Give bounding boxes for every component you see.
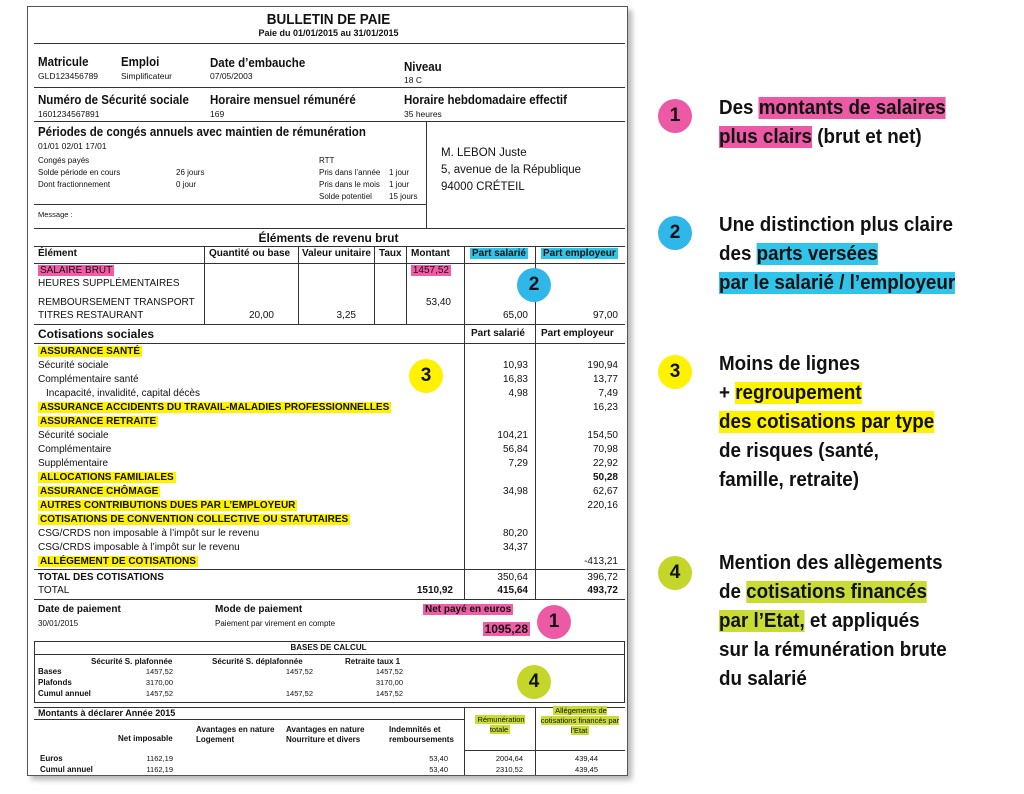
badge-2: 2 <box>517 268 551 302</box>
cotisation-part-salarie: 34,37 <box>502 542 528 553</box>
horaire-hebdo-value: 35 heures <box>404 109 442 119</box>
montants-h-alleg: Allégements de cotisations financés par l’Etat <box>540 706 620 735</box>
cotisation-label: ASSURANCE CHÔMAGE <box>40 486 159 497</box>
cotisation-part-salarie: 34,98 <box>502 486 528 497</box>
montants-title: Montants à déclarer Année 2015 <box>38 708 176 718</box>
cotisation-part-employeur: 22,92 <box>592 458 618 469</box>
cotisation-label: CSG/CRDS imposable à l’impôt sur le revenu <box>38 542 240 553</box>
message-label: Message : <box>38 210 73 219</box>
total-sal: 415,64 <box>497 585 528 596</box>
cotisation-part-employeur: 16,23 <box>592 402 618 413</box>
fractionnement-value: 0 jour <box>176 180 197 189</box>
montants-h-av-log: Avantages en nature Logement <box>196 725 275 744</box>
horaire-mensuel-value: 169 <box>210 109 225 119</box>
col-montant: Montant <box>411 248 450 259</box>
cotisation-part-salarie: 10,93 <box>502 360 528 371</box>
bases-row-label: Plafonds <box>38 678 72 687</box>
montants-row-label: Euros <box>40 754 63 763</box>
embauche-label: Date d’embauche <box>210 56 306 70</box>
cotisation-label: ASSURANCE RETRAITE <box>40 416 157 427</box>
net-paye-value: 1095,28 <box>484 622 528 636</box>
col-quantite: Quantité ou base <box>209 248 291 259</box>
montants-h-remu: Rémunération totale <box>477 715 525 734</box>
fractionnement-label: Dont fractionnement <box>38 180 111 189</box>
row-titres-label: TITRES RESTAURANT <box>38 310 144 321</box>
cotisation-part-salarie: 4,98 <box>508 388 528 399</box>
montants-h-net: Net imposable <box>118 734 173 743</box>
col-part-salarie: Part salarié <box>472 248 526 259</box>
employee-name: M. LEBON Juste <box>441 147 527 159</box>
cotisation-part-salarie: 104,21 <box>497 430 528 441</box>
total-cotisations-sal: 350,64 <box>497 572 528 583</box>
row-transport-amount: 53,40 <box>425 297 451 308</box>
bases-retraite-value: 1457,52 <box>375 689 403 698</box>
conges-dates: 01/01 02/01 17/01 <box>38 141 107 151</box>
mode-paiement-value: Paiement par virement en compte <box>215 619 336 628</box>
niveau-value: 18 C <box>404 75 422 85</box>
montants-net-value: 1162,19 <box>146 754 173 763</box>
bases-deplafonnee-value: 1457,52 <box>285 667 313 676</box>
cotisation-label: Sécurité sociale <box>38 430 109 441</box>
note-4: Mention des allègements de cotisations financés par l’Etat, et appliqués sur la rémunération brute du salarié <box>719 552 947 690</box>
cotisation-part-salarie: 16,83 <box>502 374 528 385</box>
montants-indem-value: 53,40 <box>429 754 448 763</box>
cotisation-label: ALLOCATIONS FAMILIALES <box>40 472 174 483</box>
conges-payes-label: Congés payés <box>38 156 90 165</box>
bases-col3: Retraite taux 1 <box>345 657 401 666</box>
horaire-mensuel-label: Horaire mensuel rémunéré <box>210 93 356 107</box>
note-badge-1: 1 <box>658 99 692 133</box>
cotisation-label: Incapacité, invalidité, capital décès <box>46 388 200 399</box>
conges-title: Périodes de congés annuels avec maintien de rémunération <box>38 125 366 139</box>
row-titres-emp: 97,00 <box>592 310 618 321</box>
cotisation-label: COTISATIONS DE CONVENTION COLLECTIVE OU STATUTAIRES <box>40 514 349 525</box>
date-paiement-label: Date de paiement <box>38 604 121 615</box>
emploi-value: Simplificateur <box>121 71 173 81</box>
badge-4: 4 <box>517 665 551 699</box>
total-label: TOTAL <box>38 585 70 596</box>
badge-1: 1 <box>537 605 571 639</box>
niveau-label: Niveau <box>404 60 442 74</box>
bases-title: BASES DE CALCUL <box>290 643 367 652</box>
secu-label: Numéro de Sécurité sociale <box>38 93 189 107</box>
cotisation-part-employeur: 154,50 <box>587 430 618 441</box>
matricule-value: GLD123456789 <box>38 71 99 81</box>
elements-title: Éléments de revenu brut <box>258 231 399 245</box>
note-badge-2: 2 <box>658 216 692 250</box>
address-city: 94000 CRÉTEIL <box>441 181 525 193</box>
mode-paiement-label: Mode de paiement <box>215 604 303 615</box>
bases-col2: Sécurité S. déplafonnée <box>212 657 303 666</box>
cotisation-part-salarie: 80,20 <box>502 528 528 539</box>
bases-plafonnee-value: 1457,52 <box>145 689 173 698</box>
note-badge-4: 4 <box>658 556 692 590</box>
note-3: Moins de lignes + regroupement des cotisations par type de risques (santé, famille, retraite) <box>719 353 935 491</box>
cotisation-part-employeur: 70,98 <box>592 444 618 455</box>
bases-row-label: Bases <box>38 667 62 676</box>
cotisation-part-salarie: 7,29 <box>508 458 528 469</box>
cotisation-part-salarie: 56,84 <box>502 444 528 455</box>
row-heures-supp-label: HEURES SUPPLÉMENTAIRES <box>38 278 180 289</box>
montants-alleg-value: 439,45 <box>575 765 598 774</box>
cotisation-part-employeur: 62,67 <box>592 486 618 497</box>
rtt-mois-label: Pris dans le mois <box>319 180 380 189</box>
rtt-solde-label: Solde potentiel <box>319 192 372 201</box>
rtt-annee-label: Pris dans l’année <box>319 168 381 177</box>
horaire-hebdo-label: Horaire hebdomadaire effectif <box>404 93 567 107</box>
bases-row-label: Cumul annuel <box>38 689 91 698</box>
cotisation-label: AUTRES CONTRIBUTIONS DUES PAR L’EMPLOYEUR <box>40 500 296 511</box>
cotisation-part-employeur: 50,28 <box>592 472 618 483</box>
note-2: Une distinction plus claire des parts versées par le salarié / l’employeur <box>719 214 956 294</box>
solde-value: 26 jours <box>176 168 205 177</box>
solde-label: Solde période en cours <box>38 168 121 177</box>
matricule-label: Matricule <box>38 55 89 69</box>
row-salaire-brut-label: SALAIRE BRUT <box>40 265 113 276</box>
montants-indem-value: 53,40 <box>429 765 448 774</box>
col-valeur-unitaire: Valeur unitaire <box>302 248 371 259</box>
cotisation-part-employeur: 220,16 <box>587 500 618 511</box>
emploi-label: Emploi <box>121 55 160 69</box>
montants-alleg-value: 439,44 <box>575 754 598 763</box>
row-titres-qty: 20,00 <box>248 310 274 321</box>
net-paye-label: Net payé en euros <box>425 604 512 615</box>
cotisation-label: Supplémentaire <box>38 458 109 469</box>
montants-remu-value: 2310,52 <box>495 765 523 774</box>
bases-col1: Sécurité S. plafonnée <box>91 657 173 666</box>
payslip-title: BULLETIN DE PAIE <box>266 11 391 28</box>
rtt-label: RTT <box>319 156 335 165</box>
rtt-mois-value: 1 jour <box>389 180 410 189</box>
cotisation-label: ALLÉGEMENT DE COTISATIONS <box>40 556 196 567</box>
cotisation-label: Sécurité sociale <box>38 360 109 371</box>
montants-net-value: 1162,19 <box>146 765 173 774</box>
note-badge-3: 3 <box>658 355 692 389</box>
rtt-solde-value: 15 jours <box>389 192 418 201</box>
date-paiement-value: 30/01/2015 <box>38 619 79 628</box>
cotisation-label: Complémentaire <box>38 444 112 455</box>
secu-value: 1601234567891 <box>38 109 100 119</box>
cotisation-label: Complémentaire santé <box>38 374 139 385</box>
col-part-employeur: Part employeur <box>543 248 616 259</box>
bases-retraite-value: 1457,52 <box>375 667 403 676</box>
montants-h-av-nour: Avantages en nature Nourriture et divers <box>286 725 365 744</box>
cotisations-title: Cotisations sociales <box>38 327 155 341</box>
cotisation-label: ASSURANCE ACCIDENTS DU TRAVAIL-MALADIES PROFESSIONNELLES <box>40 402 390 413</box>
cotis-col-part-employeur: Part employeur <box>541 328 614 339</box>
total-emp: 493,72 <box>587 585 618 596</box>
bases-retraite-value: 3170,00 <box>375 678 403 687</box>
cotisation-label: ASSURANCE SANTÉ <box>40 346 141 357</box>
bases-plafonnee-value: 1457,52 <box>145 667 173 676</box>
bases-plafonnee-value: 3170,00 <box>145 678 173 687</box>
total-cotisations-label: TOTAL DES COTISATIONS <box>38 572 164 583</box>
total-cotisations-emp: 396,72 <box>587 572 618 583</box>
cotisation-part-employeur: 190,94 <box>587 360 618 371</box>
montants-h-indem: Indemnités et remboursements <box>389 725 454 744</box>
payslip-document <box>27 6 628 776</box>
payslip-period: Paie du 01/01/2015 au 31/01/2015 <box>258 28 399 38</box>
montants-remu-value: 2004,64 <box>495 754 523 763</box>
address-street: 5, avenue de la République <box>441 164 582 176</box>
cotisation-part-employeur: 13,77 <box>592 374 618 385</box>
cotis-col-part-salarie: Part salarié <box>471 328 525 339</box>
bases-deplafonnee-value: 1457,52 <box>285 689 313 698</box>
total-amount: 1510,92 <box>416 585 453 596</box>
montants-row-label: Cumul annuel <box>40 765 93 774</box>
cotisation-part-employeur: -413,21 <box>584 556 618 567</box>
cotisation-part-employeur: 7,49 <box>598 388 618 399</box>
note-1: Des montants de salaires plus clairs (brut et net) <box>719 97 946 148</box>
col-taux: Taux <box>379 248 402 259</box>
col-element: Élément <box>38 248 77 259</box>
cotisation-label: CSG/CRDS non imposable à l’impôt sur le revenu <box>38 528 260 539</box>
rtt-annee-value: 1 jour <box>389 168 410 177</box>
row-transport-label: REMBOURSEMENT TRANSPORT <box>38 297 195 308</box>
row-salaire-brut-amount: 1457,52 <box>412 265 449 276</box>
row-titres-unit: 3,25 <box>336 310 356 321</box>
embauche-value: 07/05/2003 <box>210 71 253 81</box>
row-titres-sal: 65,00 <box>502 310 528 321</box>
badge-3: 3 <box>409 359 443 393</box>
